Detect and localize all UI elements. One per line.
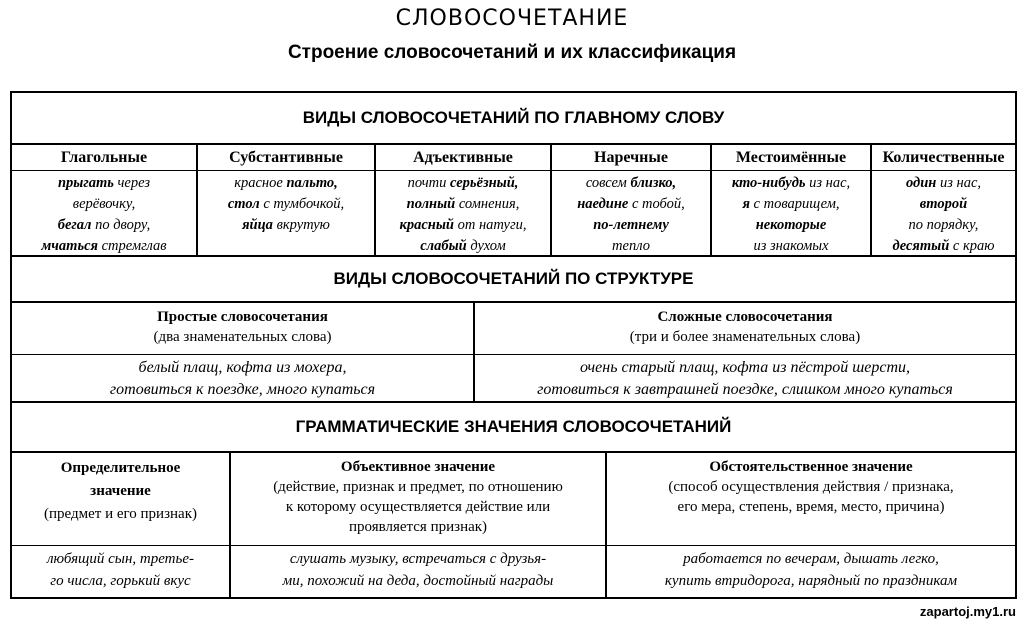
adverbial-example-line: купить втридорога, нарядный по праздникам [664,573,958,589]
example-line [198,173,374,194]
example-line [376,215,550,236]
objective-examples [231,546,607,597]
attributive-name: Определительное [60,460,181,476]
head-word: серьёзный, [449,175,519,191]
dependent-word: с тобой, [628,196,685,212]
section3-example-row [12,546,1015,597]
example-line [552,194,710,215]
adverbial-example-line: работается по вечерам, дышать легко, [683,551,939,567]
example-line [872,194,1015,215]
attributive-note: (предмет и его признак) [44,506,197,522]
column-header: Местоимённые [712,145,872,170]
head-word: близко, [630,175,677,191]
dependent-word: с товарищем, [749,196,840,212]
page-subtitle: Строение словосочетаний и их классификация [287,42,737,63]
head-word: пальто, [286,175,338,191]
example-line [376,194,550,215]
head-word: по-летнему [593,217,669,233]
dependent-word: из нас, [936,175,982,191]
dependent-word: верёвочку, [72,196,136,212]
section2-heading: ВИДЫ СЛОВОСОЧЕТАНИЙ ПО СТРУКТУРЕ [12,257,1015,303]
objective-note-line: (действие, признак и предмет, по отношению [273,479,563,495]
section1-example-row [12,171,1015,257]
dependent-word: с краю [949,238,995,254]
column-header: Наречные [552,145,712,170]
example-line [12,236,196,255]
column-header: Глагольные [12,145,198,170]
example-line [552,215,710,236]
attributive-examples [12,546,231,597]
head-word: прыгать [57,175,114,191]
example-line [552,173,710,194]
example-line [712,173,870,194]
dependent-word: с тумбочкой, [259,196,345,212]
simple-note: (два знаменательных слова) [153,329,332,345]
section1-heading: ВИДЫ СЛОВОСОЧЕТАНИЙ ПО ГЛАВНОМУ СЛОВУ [12,93,1015,145]
complex-name: Сложные словосочетания [657,309,833,325]
example-line [872,236,1015,255]
column-examples [712,171,872,255]
head-word: слабый [420,238,467,254]
head-word: мчаться [41,238,98,254]
adverbial-note-line: (способ осуществления действия / признака, [668,479,954,495]
simple-example-line: готовиться к поездке, много купаться [109,381,376,398]
example-line [712,236,870,255]
simple-example-line: белый плащ, кофта из мохера, [138,359,347,376]
head-word: второй [919,196,968,212]
simple-examples [12,355,475,401]
dependent-word: через [113,175,151,191]
column-examples [12,171,198,255]
column-header: Субстантивные [198,145,376,170]
section1-header-row [12,145,1015,171]
attributive-name: значение [90,483,151,499]
attributive-example-line: го числа, горький вкус [50,573,191,589]
dependent-word: стремглав [97,238,167,254]
head-word: один [905,175,937,191]
dependent-word: тепло [612,238,650,254]
complex-examples [475,355,1015,401]
head-word: стол [227,196,260,212]
head-word: полный [406,196,456,212]
column-examples [376,171,552,255]
simple-name: Простые словосочетания [157,309,328,325]
example-line [712,194,870,215]
objective-example-line: слушать музыку, встречаться с друзья- [289,551,547,567]
example-line [198,194,374,215]
objective-example-line: ми, похожий на деда, достойный награды [282,573,554,589]
attributive-example-line: любящий сын, третье- [47,551,194,567]
dependent-word: вкрутую [272,217,330,233]
head-word: десятый [892,238,950,254]
dependent-word: по двору, [91,217,151,233]
attributive-header [12,453,231,545]
example-line [12,215,196,236]
head-word: кто-нибудь [731,175,806,191]
section2-header-row [12,303,1015,355]
column-header: Количественные [882,148,1005,166]
example-line [12,194,196,215]
dependent-word: от натуги, [453,217,527,233]
objective-header [231,453,607,545]
example-line [872,215,1015,236]
watermark: zapartoj.my1.ru [919,604,1016,619]
page-title: СЛОВОСОЧЕТАНИЕ [395,6,629,31]
example-line [552,236,710,255]
section2-example-row [12,355,1015,403]
example-line [712,215,870,236]
column-header: Адъективные [376,145,552,170]
example-line [872,173,1015,194]
head-word: красный [399,217,454,233]
adverbial-examples [607,546,1015,597]
head-word: яйца [242,217,273,233]
column-examples [198,171,376,255]
dependent-word: совсем [585,175,631,191]
objective-note-line: к которому осуществляется действие или [285,499,551,515]
complex-header [475,303,1015,354]
dependent-word: красное [234,175,287,191]
dependent-word: по порядку, [908,217,979,233]
dependent-word: духом [466,238,506,254]
section3-heading: ГРАММАТИЧЕСКИЕ ЗНАЧЕНИЯ СЛОВОСОЧЕТАНИЙ [12,403,1015,453]
classification-table [10,91,1017,599]
adverbial-name: Обстоятельственное значение [709,459,913,475]
example-line [12,173,196,194]
dependent-word: почти [407,175,450,191]
complex-example-line: очень старый плащ, кофта из пёстрой шерсти, [579,359,911,376]
example-line [376,236,550,255]
column-examples [552,171,712,255]
dependent-word: из нас, [805,175,851,191]
adverbial-note-line: его мера, степень, время, место, причина) [677,499,945,515]
dependent-word: из знакомых [753,238,829,254]
complex-note: (три и более знаменательных слова) [629,329,861,345]
dependent-word: сомнения, [455,196,520,212]
simple-header [12,303,475,354]
head-word: некоторые [755,217,827,233]
head-word: наедине [577,196,629,212]
adverbial-header [607,453,1015,545]
section3-header-row [12,453,1015,546]
complex-example-line: готовиться к завтрашней поездке, слишком много купаться [537,381,953,398]
example-line [376,173,550,194]
objective-name: Объективное значение [340,459,496,475]
objective-note-line: проявляется признак) [348,519,488,535]
column-examples [872,171,1015,255]
head-word: я [742,196,750,212]
head-word: бегал [57,217,92,233]
example-line [198,215,374,236]
